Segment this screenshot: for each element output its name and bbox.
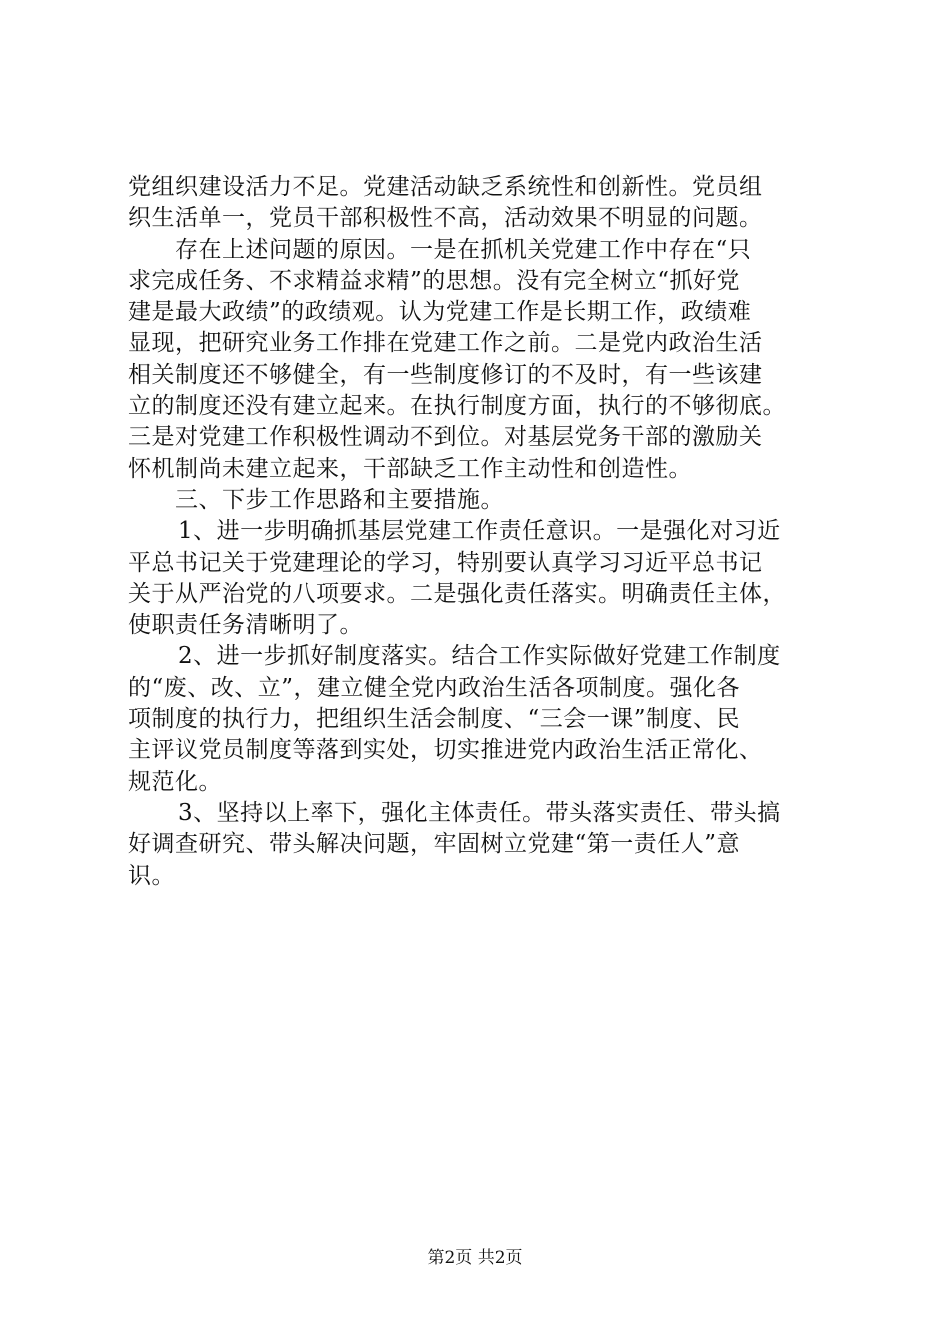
- text-line: 三是对党建工作积极性调动不到位。对基层党务干部的激励关: [128, 424, 763, 451]
- text-line: 建是最大政绩”的政绩观。认为党建工作是长期工作，政绩难: [128, 299, 752, 326]
- paragraph-start-line: 2、进一步抓好制度落实。结合工作实际做好党建工作制度: [178, 643, 781, 670]
- text-line: 好调查研究、带头解决问题，牢固树立党建“第一责任人”意: [128, 831, 741, 858]
- text-line: 织生活单一，党员干部积极性不高，活动效果不明显的问题。: [128, 205, 763, 232]
- paragraph-start-line: 存在上述问题的原因。一是在抓机关党建工作中存在“只: [175, 236, 752, 263]
- text-line: 规范化。: [128, 768, 222, 795]
- text-line: 使职责任务清晰明了。: [128, 612, 363, 639]
- text-line: 怀机制尚未建立起来，干部缺乏工作主动性和创造性。: [128, 455, 692, 482]
- paragraph-start-line: 3、坚持以上率下，强化主体责任。带头落实责任、带头搞: [178, 799, 781, 826]
- text-line: 相关制度还不够健全，有一些制度修订的不及时，有一些该建: [128, 361, 763, 388]
- text-line: 显现，把研究业务工作排在党建工作之前。二是党内政治生活: [128, 330, 763, 357]
- text-line: 项制度的执行力，把组织生活会制度、“三会一课”制度、民: [128, 706, 741, 733]
- text-line: 主评议党员制度等落到实处，切实推进党内政治生活正常化、: [128, 737, 763, 764]
- text-line: 立的制度还没有建立起来。在执行制度方面，执行的不够彻底。: [128, 393, 786, 420]
- text-line: 识。: [128, 862, 175, 889]
- text-line: 关于从严治党的八项要求。二是强化责任落实。明确责任主体，: [128, 580, 786, 607]
- page-number-footer: 第2页 共2页: [427, 1248, 523, 1268]
- paragraph-start-line: 1、进一步明确抓基层党建工作责任意识。一是强化对习近: [178, 518, 781, 545]
- document-body: [128, 172, 840, 892]
- text-line: 求完成任务、不求精益求精”的思想。没有完全树立“抓好党: [128, 267, 741, 294]
- text-line: 党组织建设活力不足。党建活动缺乏系统性和创新性。党员组: [128, 174, 763, 200]
- text-line: 的“废、改、立”，建立健全党内政治生活各项制度。强化各: [128, 674, 741, 701]
- section-heading: 三、下步工作思路和主要措施。: [175, 486, 504, 513]
- text-line: 平总书记关于党建理论的学习，特别要认真学习习近平总书记: [128, 549, 763, 576]
